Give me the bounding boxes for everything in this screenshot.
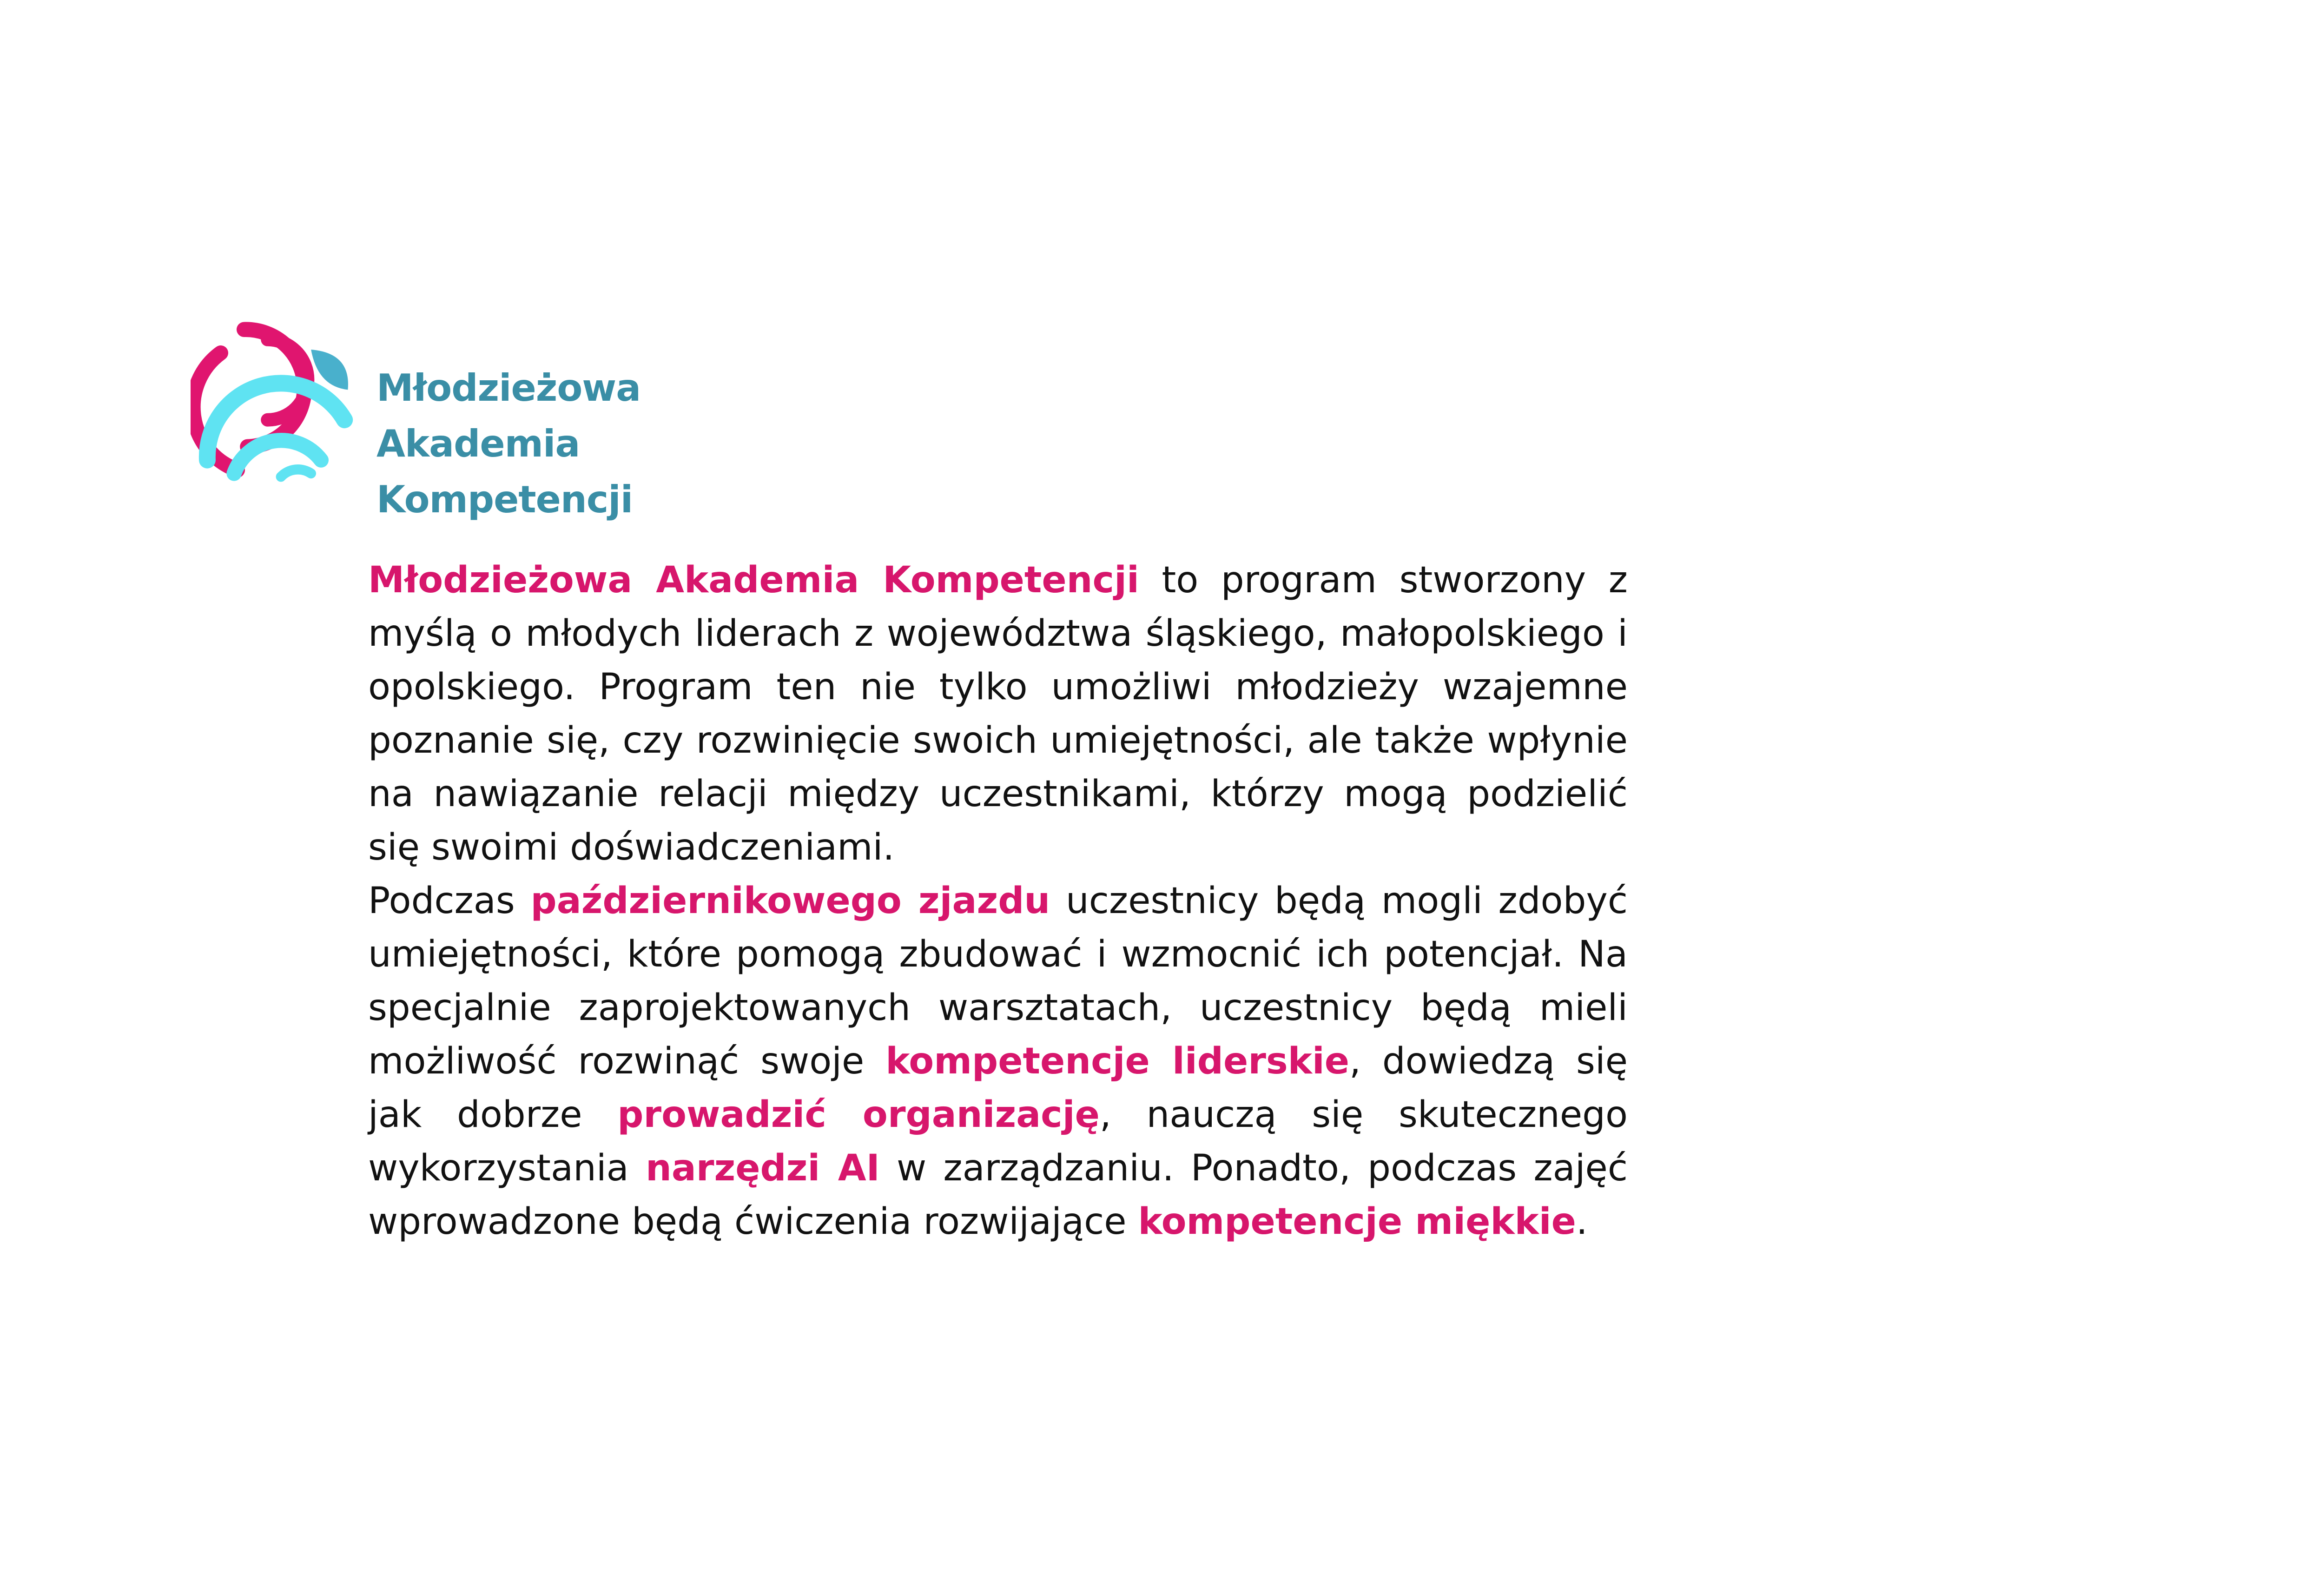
- text-fragment: uczestnicy będą mogli zdobyć umiejętności, które pomogą zbudować i wzmocnić ich potencjał. Na specjalnie zaprojektowanych warsztatach, uczestnicy będą mieli możliwość rozwinąć swoje: [368, 879, 1628, 1082]
- paragraph-intro: [368, 553, 1628, 874]
- text-fragment: , dowiedzą się jak dobrze: [368, 1039, 1628, 1136]
- brand-name-line2: Kompetencji: [376, 478, 633, 521]
- brand-name-line1: Młodzieżowa Akademia: [376, 366, 641, 465]
- text-fragment: Podczas: [368, 879, 531, 922]
- paragraph-intro-text: to program stworzony z myślą o młodych liderach z województwa śląskiego, małopolskiego i opolskiego. Program ten nie tylko umożliwi młodzieży wzajemne poznanie się, czy rozwinięcie swoich umiejętności, ale także wpłynie na nawiązanie relacji między uczestnikami, którzy mogą podzielić się swoimi doświadczeniami.: [368, 558, 1628, 868]
- brand-name: [376, 360, 841, 528]
- description-text: [368, 553, 1628, 1248]
- logo-mark-icon: [191, 316, 358, 483]
- highlight-program-name: Młodzieżowa Akademia Kompetencji: [368, 558, 1139, 601]
- text-fragment: , nauczą się skutecznego wykorzystania: [368, 1093, 1628, 1189]
- brand-logo: [191, 316, 841, 521]
- highlight-october-meeting: październikowego zjazdu: [530, 879, 1050, 922]
- highlight-ai-tools: narzędzi AI: [645, 1146, 880, 1189]
- paragraph-details: [368, 874, 1628, 1248]
- highlight-run-organization: prowadzić organizację: [617, 1093, 1100, 1136]
- highlight-leadership-skills: kompetencje liderskie: [885, 1039, 1350, 1082]
- highlight-soft-skills: kompetencje miękkie: [1138, 1200, 1576, 1243]
- text-fragment: .: [1576, 1200, 1588, 1243]
- text-fragment: w zarządzaniu. Ponadto, podczas zajęć wprowadzone będą ćwiczenia rozwijające: [368, 1146, 1628, 1243]
